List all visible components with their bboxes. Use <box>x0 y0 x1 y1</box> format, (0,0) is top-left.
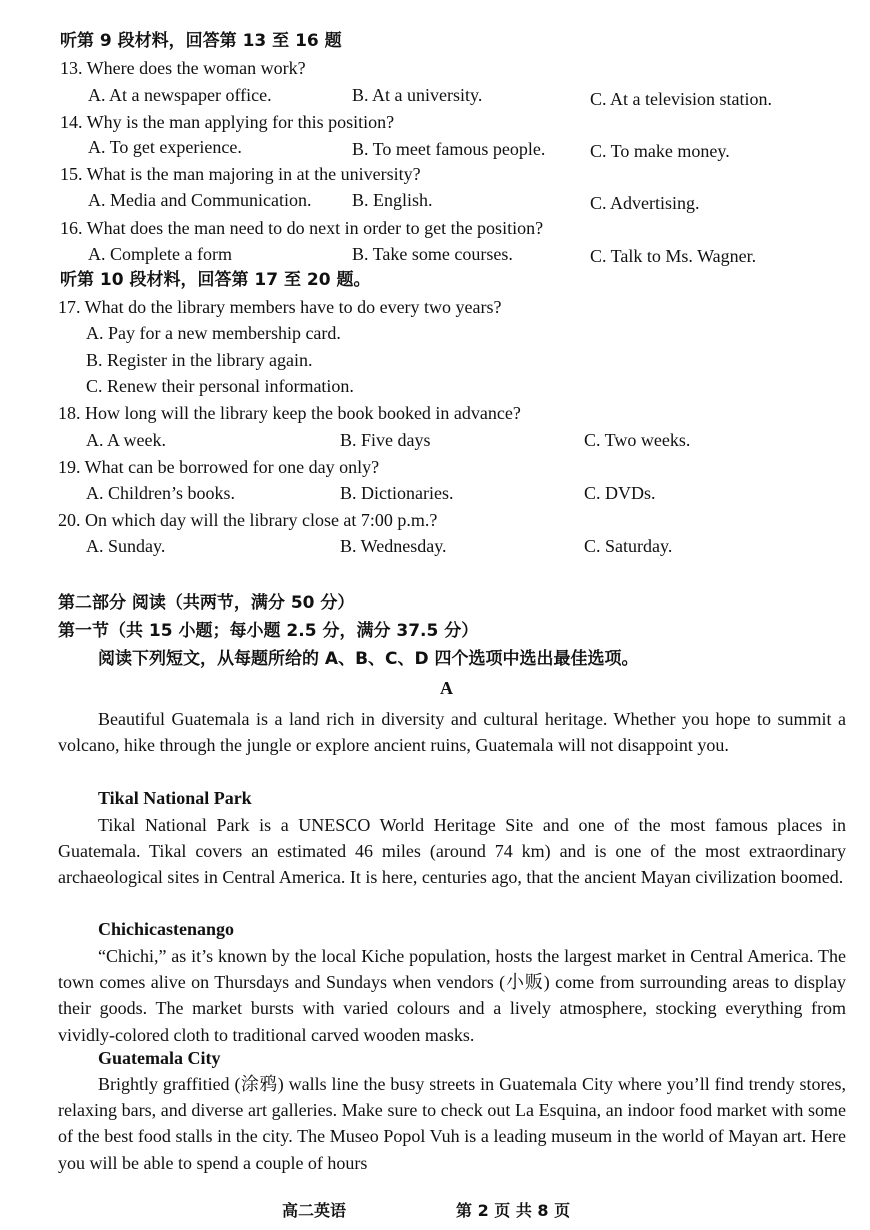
reading-part-title: 第二部分 阅读（共两节，满分 50 分） <box>58 593 355 613</box>
question-16-option-a: A. Complete a form <box>88 244 232 264</box>
question-18-option-a: A. A week. <box>86 430 166 450</box>
question-19-stem: 19. What can be borrowed for one day only? <box>58 457 380 477</box>
question-15-option-b: B. English. <box>352 190 433 210</box>
question-20-option-a: A. Sunday. <box>86 536 166 556</box>
paragraph-guatemala-city: Brightly graffitied (涂鸦) walls line the busy streets in Guatemala City where you’ll find trendy stores, relaxing bars, and diverse art galleries. Make sure to check out La Esquina, an indoor food market with some of the best food stalls in the city. The Museo Popol Vuh is a leading museum in the world of Mayan art. Here you will be able to spend a couple of hours <box>58 1074 846 1173</box>
paragraph-tikal: Tikal National Park is a UNESCO World Heritage Site and one of the most famous places in Guatemala. Tikal covers an estimated 46 miles (around 74 km) and is one of the most extraordinary archaeological sites in Central America. It is here, centuries ago, that the ancient Mayan civilization boomed. <box>58 815 846 888</box>
question-17-option-a: A. Pay for a new membership card. <box>86 323 341 343</box>
question-17-option-b: B. Register in the library again. <box>86 350 313 370</box>
question-18-option-b: B. Five days <box>340 430 431 450</box>
heading-guatemala-city: Guatemala City <box>98 1048 221 1068</box>
reading-instruction: 阅读下列短文，从每题所给的 A、B、C、D 四个选项中选出最佳选项。 <box>98 649 639 669</box>
question-16-option-b: B. Take some courses. <box>352 244 513 264</box>
question-20-stem: 20. On which day will the library close at 7:00 p.m.? <box>58 510 438 530</box>
listening-header-10: 听第 10 段材料，回答第 17 至 20 题。 <box>60 270 371 290</box>
heading-tikal: Tikal National Park <box>98 788 252 808</box>
question-14-option-b: B. To meet famous people. <box>352 139 546 159</box>
question-18-option-c: C. Two weeks. <box>584 430 691 450</box>
reading-section-title: 第一节（共 15 小题；每小题 2.5 分，满分 37.5 分） <box>58 621 479 641</box>
question-20-option-b: B. Wednesday. <box>340 536 447 556</box>
question-19-option-b: B. Dictionaries. <box>340 483 454 503</box>
footer-subject: 高二英语 <box>282 1201 347 1220</box>
question-18-stem: 18. How long will the library keep the book booked in advance? <box>58 403 521 423</box>
passage-letter: A <box>440 678 453 698</box>
passage-intro: Beautiful Guatemala is a land rich in diversity and cultural heritage. Whether you hope to summit a volcano, hike through the jungle or explore ancient ruins, Guatemala will not disappoint you. <box>58 709 846 756</box>
listening-header-9: 听第 9 段材料，回答第 13 至 16 题 <box>60 31 342 51</box>
question-15-option-a: A. Media and Communication. <box>88 190 312 210</box>
question-19-option-a: A. Children’s books. <box>86 483 236 503</box>
question-15-option-c: C. Advertising. <box>590 193 700 213</box>
question-13-option-b: B. At a university. <box>352 85 483 105</box>
question-17-option-c: C. Renew their personal information. <box>86 376 354 396</box>
question-16-option-c: C. Talk to Ms. Wagner. <box>590 246 757 266</box>
question-20-option-c: C. Saturday. <box>584 536 673 556</box>
question-15-stem: 15. What is the man majoring in at the university? <box>60 164 421 184</box>
question-13-stem: 13. Where does the woman work? <box>60 58 306 78</box>
paragraph-chichicastenango: “Chichi,” as it’s known by the local Kiche population, hosts the largest market in Central America. The town comes alive on Thursdays and Sundays when vendors (小贩) come from surrounding areas to display their goods. The market bursts with varied colours and a lively atmosphere, stocking everything from vividly-colored cloth to traditional carved wooden masks. <box>58 946 846 1045</box>
question-17-stem: 17. What do the library members have to do every two years? <box>58 297 502 317</box>
question-16-stem: 16. What does the man need to do next in order to get the position? <box>60 218 544 238</box>
heading-chichicastenango: Chichicastenango <box>98 919 235 939</box>
question-19-option-c: C. DVDs. <box>584 483 656 503</box>
question-13-option-c: C. At a television station. <box>590 89 772 109</box>
question-14-option-c: C. To make money. <box>590 141 730 161</box>
question-13-option-a: A. At a newspaper office. <box>88 85 272 105</box>
question-14-stem: 14. Why is the man applying for this position? <box>60 112 395 132</box>
question-14-option-a: A. To get experience. <box>88 137 242 157</box>
footer-page-number: 第 2 页 共 8 页 <box>456 1201 571 1220</box>
